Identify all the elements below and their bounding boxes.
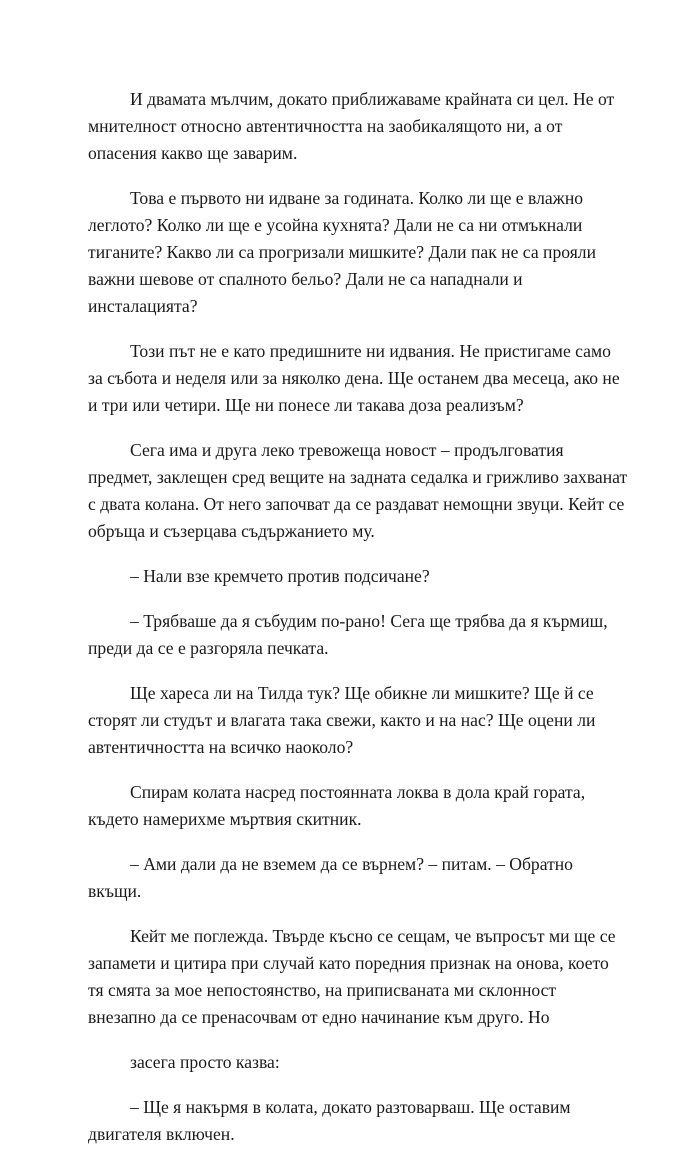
paragraph-1: И двамата мълчим, докато приближаваме крайната си цел. Не от мнителност относно автентичността на заобикалящото ни, а от опасения какво ще заварим. — [88, 89, 615, 163]
body-text — [88, 86, 628, 1166]
paragraph-3: Този път не е като предишните ни идвания. Не пристигаме само за събота и неделя или за няколко дена. Ще останем два месеца, ако не и три или четири. Ще ни понесе ли такава доза реализъм? — [88, 341, 620, 415]
paragraph-7: Ще хареса ли на Тилда тук? Ще обикне ли мишките? Ще й се сторят ли студът и влагата така свежи, както и на нас? Ще оцени ли автентичността на всичко наоколо? — [88, 683, 596, 757]
paragraph-11: засега просто казва: — [130, 1052, 280, 1072]
paragraph-9: – Ами дали да не вземем да се върнем? – питам. – Обратно вкъщи. — [88, 854, 573, 901]
paragraph-8: Спирам колата насред постоянната локва в дола край гората, където намерихме мъртвия скитник. — [88, 782, 586, 829]
paragraph-12: – Ще я накърмя в колата, докато разтоварваш. Ще оставим двигателя включен. — [88, 1097, 571, 1144]
paragraph-10: Кейт ме поглежда. Твърде късно се сещам, че въпросът ми ще се запамети и цитира при случай като поредния признак на онова, което тя смята за мое непостоянство, на приписваната ми склонност внезапно да се пренасочвам от едно начинание към друго. Но — [88, 926, 616, 1027]
paragraph-6: – Трябваше да я събудим по-рано! Сега ще трябва да я кърмиш, преди да се е разгоряла печката. — [88, 611, 608, 658]
paragraph-2: Това е първото ни идване за годината. Колко ли ще е влажно леглото? Колко ли ще е усойна кухнята? Дали не са ни отмъкнали тиганите? Какво ли са прогризали мишките? Дали пак не са прояли важни шевове от спалното бельо? Дали не са нападнали и инсталацията? — [88, 188, 596, 316]
paragraph-5: – Нали взе кремчето против подсичане? — [130, 566, 430, 586]
paragraph-4: Сега има и друга леко тревожеща новост – продълговатия предмет, заклещен сред вещите на задната седалка и грижливо захванат с двата колана. От него започват да се раздават немощни звуци. Кейт се обръща и съзерцава съдържанието му. — [88, 440, 628, 541]
